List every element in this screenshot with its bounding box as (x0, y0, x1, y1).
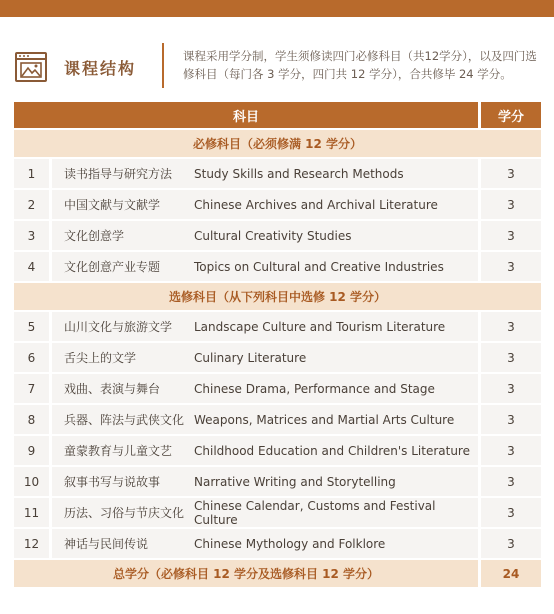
table-row (14, 405, 541, 434)
page-title: 课程结构 (64, 59, 137, 78)
course-name-en: Weapons, Matrices and Martial Arts Culture (194, 405, 481, 434)
course-name-cn: 兵器、阵法与武侠文化 (52, 405, 194, 434)
table-row (14, 343, 541, 372)
course-name-cn: 舌尖上的文学 (52, 343, 194, 372)
course-credit: 3 (481, 312, 541, 341)
course-name-cn: 中国文献与文献学 (52, 190, 194, 219)
course-credit: 3 (481, 529, 541, 558)
course-name-en: Childhood Education and Children's Literature (194, 436, 481, 465)
table-row (14, 498, 541, 527)
table-row (14, 529, 541, 558)
total-credits-value: 24 (481, 560, 541, 587)
table-row (14, 374, 541, 403)
required-section-title: 必修科目（必须修满 12 学分） (14, 130, 541, 157)
course-number: 3 (14, 221, 52, 250)
course-name-en: Landscape Culture and Tourism Literature (194, 312, 481, 341)
course-name-en: Chinese Mythology and Folklore (194, 529, 481, 558)
course-credit: 3 (481, 221, 541, 250)
course-name-en: Narrative Writing and Storytelling (194, 467, 481, 496)
table-row (14, 159, 541, 188)
course-number: 6 (14, 343, 52, 372)
page-description: 课程采用学分制，学生须修读四门必修科目（共12学分），以及四门选修科目（每门各 3 学分，四门共 12 学分），合共修毕 24 学分。 (183, 49, 537, 81)
top-accent-bar (0, 0, 554, 17)
course-number: 12 (14, 529, 52, 558)
course-name-en: Topics on Cultural and Creative Industries (194, 252, 481, 281)
table-header-row (14, 102, 541, 128)
course-credit: 3 (481, 159, 541, 188)
table-row (14, 312, 541, 341)
course-number: 8 (14, 405, 52, 434)
elective-section-title: 选修科目（从下列科目中选修 12 学分） (14, 283, 541, 310)
course-name-cn: 神话与民间传说 (52, 529, 194, 558)
course-number: 7 (14, 374, 52, 403)
required-section-row (14, 130, 541, 157)
course-name-en: Chinese Archives and Archival Literature (194, 190, 481, 219)
table-row (14, 221, 541, 250)
course-credit: 3 (481, 498, 541, 527)
course-name-cn: 历法、习俗与节庆文化 (52, 498, 194, 527)
course-credit: 3 (481, 190, 541, 219)
course-table (14, 100, 541, 589)
course-name-en: Cultural Creativity Studies (194, 221, 481, 250)
course-name-cn: 读书指导与研究方法 (52, 159, 194, 188)
course-credit: 3 (481, 252, 541, 281)
table-row (14, 436, 541, 465)
course-number: 1 (14, 159, 52, 188)
course-number: 5 (14, 312, 52, 341)
course-name-en: Chinese Drama, Performance and Stage (194, 374, 481, 403)
subject-column-header: 科目 (14, 102, 481, 128)
header-divider (162, 43, 164, 88)
course-number: 9 (14, 436, 52, 465)
course-number: 2 (14, 190, 52, 219)
table-row (14, 190, 541, 219)
course-name-cn: 文化创意产业专题 (52, 252, 194, 281)
course-credit: 3 (481, 405, 541, 434)
course-number: 10 (14, 467, 52, 496)
course-name-en: Culinary Literature (194, 343, 481, 372)
course-name-cn: 山川文化与旅游文学 (52, 312, 194, 341)
course-name-cn: 戏曲、表演与舞台 (52, 374, 194, 403)
course-name-en: Study Skills and Research Methods (194, 159, 481, 188)
total-row (14, 560, 541, 587)
course-name-cn: 童蒙教育与儿童文艺 (52, 436, 194, 465)
course-name-en: Chinese Calendar, Customs and Festival Culture (194, 498, 481, 527)
course-credit: 3 (481, 436, 541, 465)
table-row (14, 467, 541, 496)
elective-section-row (14, 283, 541, 310)
course-credit: 3 (481, 467, 541, 496)
section-header (0, 17, 554, 99)
course-credit: 3 (481, 343, 541, 372)
course-credit: 3 (481, 374, 541, 403)
total-credits-label: 总学分（必修科目 12 学分及选修科目 12 学分） (14, 560, 481, 587)
course-name-cn: 文化创意学 (52, 221, 194, 250)
course-name-cn: 叙事书写与说故事 (52, 467, 194, 496)
course-structure-icon (14, 50, 48, 84)
course-number: 11 (14, 498, 52, 527)
course-number: 4 (14, 252, 52, 281)
credit-column-header: 学分 (481, 102, 541, 128)
table-row (14, 252, 541, 281)
